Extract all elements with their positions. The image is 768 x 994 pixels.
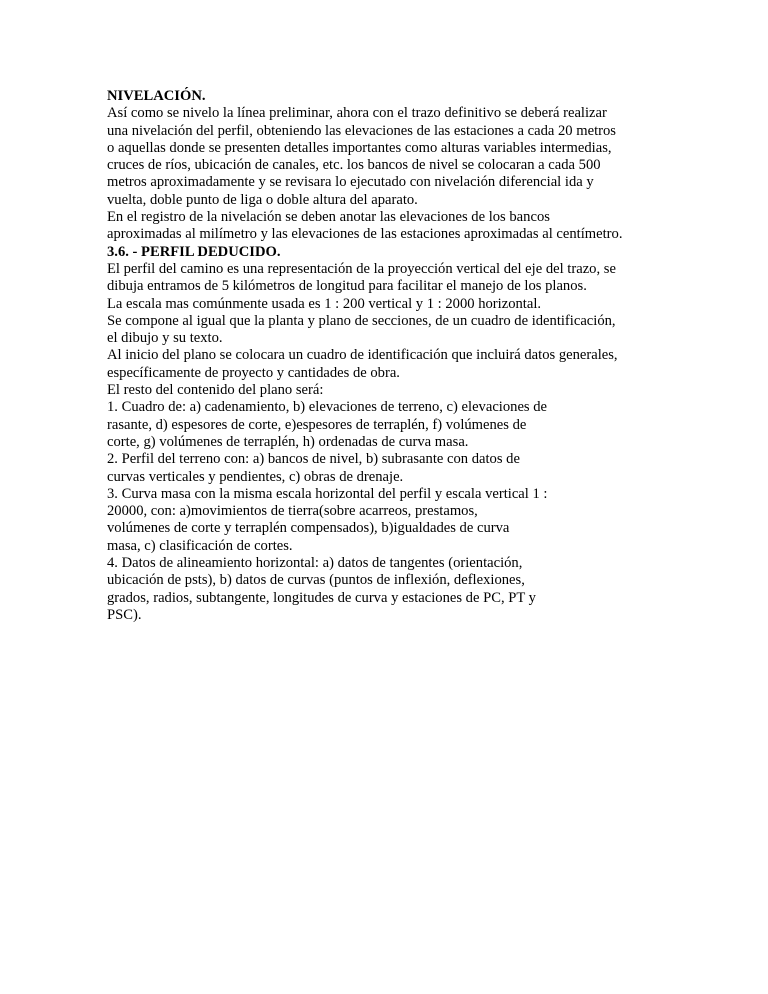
text-line: metros aproximadamente y se revisara lo ejecutado con nivelación diferencial ida y	[107, 174, 594, 191]
text-line: una nivelación del perfil, obteniendo las elevaciones de las estaciones a cada 20 metros	[107, 122, 616, 139]
text-line: masa, c) clasificación de cortes.	[107, 537, 293, 554]
text-line: o aquellas donde se presenten detalles importantes como alturas variables intermedias,	[107, 139, 612, 156]
text-line: La escala mas comúnmente usada es 1 : 200 vertical y 1 : 2000 horizontal.	[107, 295, 542, 312]
text-line: PSC).	[107, 606, 142, 623]
text-line: vuelta, doble punto de liga o doble altura del aparato.	[107, 191, 418, 208]
text-line: el dibujo y su texto.	[107, 330, 223, 347]
text-line: volúmenes de corte y terraplén compensados), b)igualdades de curva	[107, 520, 510, 537]
text-line: rasante, d) espesores de corte, e)espesores de terraplén, f) volúmenes de	[107, 416, 527, 433]
section-heading: 3.6. - PERFIL DEDUCIDO.	[107, 243, 281, 260]
text-line: grados, radios, subtangente, longitudes de curva y estaciones de PC, PT y	[107, 589, 536, 606]
text-line: ubicación de psts), b) datos de curvas (puntos de inflexión, deflexiones,	[107, 572, 525, 589]
document-page	[107, 88, 647, 624]
text-line: Así como se nivelo la línea preliminar, ahora con el trazo definitivo se deberá realizar	[107, 105, 607, 122]
text-line: dibuja entramos de 5 kilómetros de longitud para facilitar el manejo de los planos.	[107, 278, 587, 295]
text-line: 2. Perfil del terreno con: a) bancos de nivel, b) subrasante con datos de	[107, 451, 520, 468]
text-line: Al inicio del plano se colocara un cuadro de identificación que incluirá datos generales,	[107, 347, 618, 364]
text-line: El perfil del camino es una representación de la proyección vertical del eje del trazo, se	[107, 260, 616, 277]
text-line: aproximadas al milímetro y las elevaciones de las estaciones aproximadas al centímetro.	[107, 226, 623, 243]
text-line: curvas verticales y pendientes, c) obras de drenaje.	[107, 468, 404, 485]
text-line: 20000, con: a)movimientos de tierra(sobre acarreos, prestamos,	[107, 503, 478, 520]
text-line: 3. Curva masa con la misma escala horizontal del perfil y escala vertical 1 :	[107, 485, 548, 502]
text-line: 1. Cuadro de: a) cadenamiento, b) elevaciones de terreno, c) elevaciones de	[107, 399, 548, 416]
text-line: corte, g) volúmenes de terraplén, h) ordenadas de curva masa.	[107, 433, 469, 450]
text-line: cruces de ríos, ubicación de canales, etc. los bancos de nivel se colocaran a cada 500	[107, 157, 601, 174]
text-line: El resto del contenido del plano será:	[107, 382, 324, 399]
text-line: específicamente de proyecto y cantidades de obra.	[107, 364, 400, 381]
text-line: 4. Datos de alineamiento horizontal: a) datos de tangentes (orientación,	[107, 555, 523, 572]
section-heading: NIVELACIÓN.	[107, 88, 206, 104]
text-line: Se compone al igual que la planta y plano de secciones, de un cuadro de identificación,	[107, 312, 616, 329]
text-line: En el registro de la nivelación se deben anotar las elevaciones de los bancos	[107, 209, 550, 226]
